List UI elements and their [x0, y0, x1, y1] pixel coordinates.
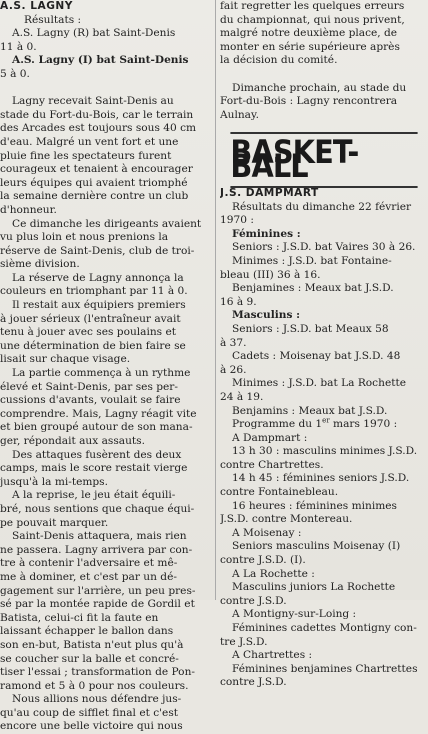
right-bottom-line: A Montigny-sur-Loing : [232, 608, 357, 621]
right-top-line: fait regretter les quelques erreurs [220, 0, 405, 12]
left-line: pluie fine les spectateurs furent [0, 149, 172, 162]
left-line: 5 à 0. [0, 67, 30, 80]
right-bottom-line: A La Rochette : [232, 567, 315, 580]
left-line: d'eau. Malgré un vent fort et une [0, 135, 179, 148]
right-bottom-line: 14 h 45 : féminines seniors J.S.D. [232, 472, 410, 485]
left-column [0, 0, 212, 733]
right-bottom-line: contre J.S.D. [220, 594, 287, 607]
left-line: à jouer sérieux (l'entraîneur avait [0, 312, 181, 325]
left-line: courageux et tenaient à encourager [0, 163, 193, 176]
right-top-line [220, 68, 428, 82]
left-line: comprendre. Mais, Lagny réagit vite [0, 407, 197, 420]
left-line: pe pouvait marquer. [0, 516, 109, 529]
left-line: Batista, celui-ci fit la faute en [0, 611, 159, 624]
right-bottom-line: Résultats du dimanche 22 février [232, 200, 412, 213]
left-line: La réserve de Lagny annonça la [12, 271, 184, 284]
right-bottom-line: A Moisenay : [232, 526, 302, 539]
right-bottom-line: J.S.D. contre Montereau. [220, 513, 353, 526]
left-line: A.S. Lagny (R) bat Saint-Denis [12, 27, 176, 40]
left-line: cussions d'avants, voulait se faire [0, 394, 181, 407]
left-line: tiser l'essai ; transformation de Pon- [0, 666, 195, 679]
left-line: lisait sur chaque visage. [0, 353, 131, 366]
banner-title: BASKET-BALL [230, 133, 359, 185]
left-line: sé par la montée rapide de Gordil et [0, 598, 195, 611]
left-line: laissant échapper le ballon dans [0, 625, 174, 638]
right-bottom-line: 24 à 19. [220, 390, 264, 403]
right-bottom-line: contre J.S.D. [220, 676, 287, 689]
right-top-line: Aulnay. [220, 108, 259, 121]
left-line: Des attaques fusèrent des deux [12, 448, 182, 461]
right-top-line: Fort-du-Bois : Lagny rencontrera [220, 95, 398, 108]
left-line: couleurs en triomphant par 11 à 0. [0, 285, 188, 298]
right-top-line: monter en série supérieure après [220, 40, 400, 53]
left-line: Résultats : [24, 13, 82, 26]
right-bottom-line: Masculins juniors La Rochette [232, 581, 396, 594]
left-line: se coucher sur la balle et concré- [0, 652, 179, 665]
left-line: des Arcades est toujours sous 40 cm [0, 122, 197, 135]
left-line: bré, nous sentions que chaque équi- [0, 502, 195, 515]
left-line: et bien groupé autour de son mana- [0, 421, 193, 434]
right-bottom-line: contre Chartrettes. [220, 458, 324, 471]
right-top-line: malgré notre deuxième place, de [220, 27, 398, 40]
right-bottom-line: J.S. DAMPMART [220, 187, 319, 199]
left-line: ger, répondait aux assauts. [0, 435, 145, 447]
right-bottom-line: Minimes : J.S.D. bat Fontaine- [232, 254, 392, 267]
right-top-article [220, 0, 428, 122]
right-bottom-line: Seniors : J.S.D. bat Meaux 58 [232, 322, 389, 335]
left-line: La partie commença à un rythme [12, 367, 191, 380]
right-bottom-line: Benjamins : Meaux bat J.S.D. [232, 404, 388, 417]
left-line: A.S. LAGNY [0, 0, 73, 12]
right-bottom-line: contre J.S.D. (I). [220, 554, 306, 567]
right-bottom-line: A Dampmart : [232, 431, 308, 444]
left-line: élevé et Saint-Denis, par ses per- [0, 380, 178, 393]
right-bottom-article [220, 187, 428, 690]
left-line: ramond et 5 à 0 pour nos couleurs. [0, 679, 189, 692]
right-bottom-line: Masculins : [232, 309, 301, 322]
left-line: gagement sur l'arrière, un peu pres- [0, 584, 196, 597]
left-line: la semaine dernière contre un club [0, 190, 189, 203]
right-bottom-line: contre Fontainebleau. [220, 486, 339, 499]
right-bottom-line: bleau (III) 36 à 16. [220, 268, 321, 281]
left-line: sième division. [0, 258, 80, 271]
left-line: me à dominer, et c'est par un dé- [0, 570, 177, 583]
left-line: Il restait aux équipiers premiers [12, 299, 186, 312]
left-line: 11 à 0. [0, 40, 37, 53]
left-line: une détermination de bien faire se [0, 339, 186, 352]
right-top-line: du championnat, qui nous privent, [220, 13, 405, 26]
right-bottom-line: à 37. [220, 336, 247, 349]
right-bottom-line: Cadets : Moisenay bat J.S.D. 48 [232, 350, 401, 363]
left-line: camps, mais le score restait vierge [0, 462, 188, 475]
basket-ball-banner [230, 132, 417, 188]
left-line: Lagny recevait Saint-Denis au [12, 95, 174, 108]
right-bottom-line: 16 heures : féminines minimes [232, 499, 397, 512]
left-line: stade du Fort-du-Bois, car le terrain [0, 108, 194, 121]
left-line: Nous allions nous défendre jus- [12, 693, 182, 706]
right-top-line: la décision du comité. [220, 54, 338, 67]
right-bottom-line: A Chartrettes : [232, 649, 313, 662]
left-line: son en-but, Batista n'eut plus qu'à [0, 638, 184, 651]
right-bottom-line: Programme du 1er mars 1970 : [232, 418, 398, 431]
right-top-line: Dimanche prochain, au stade du [232, 81, 407, 94]
right-bottom-line: Seniors masculins Moisenay (I) [232, 540, 401, 553]
left-line: d'honneur. [0, 203, 57, 216]
left-line: Saint-Denis attaquera, mais rien [12, 530, 187, 543]
left-line: encore une belle victoire qui nous [0, 720, 183, 733]
left-line: Ce dimanche les dirigeants avaient [12, 217, 202, 230]
right-bottom-line: à 26. [220, 363, 247, 376]
right-bottom-line: 13 h 30 : masculins minimes J.S.D. [232, 445, 418, 458]
right-column [220, 0, 428, 689]
left-line: vu plus loin et nous prenions la [0, 231, 169, 244]
right-bottom-line: Féminines cadettes Montigny con- [232, 622, 417, 634]
left-line: tre à contenir l'adversaire et mê- [0, 557, 178, 570]
column-divider [215, 0, 216, 600]
right-bottom-line: Benjamines : Meaux bat J.S.D. [232, 282, 394, 295]
left-line: leurs équipes qui avaient triomphé [0, 176, 188, 189]
left-line: tenu à jouer avec ses poulains et [0, 326, 177, 339]
left-line: A la reprise, le jeu était équili- [12, 489, 176, 502]
left-line: jusqu'à la mi-temps. [0, 475, 108, 488]
left-line: qu'au coup de sifflet final et c'est [0, 706, 179, 719]
right-bottom-line: tre J.S.D. [220, 635, 268, 648]
right-bottom-line: 1970 : [220, 214, 254, 227]
right-bottom-line: Seniors : J.S.D. bat Vaires 30 à 26. [232, 241, 416, 254]
right-bottom-line: Féminines benjamines Chartrettes [232, 662, 418, 675]
left-line: réserve de Saint-Denis, club de troi- [0, 244, 195, 257]
right-bottom-line: 16 à 9. [220, 295, 257, 308]
left-line: ne passera. Lagny arrivera par con- [0, 543, 193, 556]
right-bottom-line: Minimes : J.S.D. bat La Rochette [232, 377, 406, 390]
right-bottom-line: Féminines : [232, 227, 301, 240]
left-line [0, 82, 212, 96]
left-line: A.S. Lagny (I) bat Saint-Denis [12, 54, 189, 67]
